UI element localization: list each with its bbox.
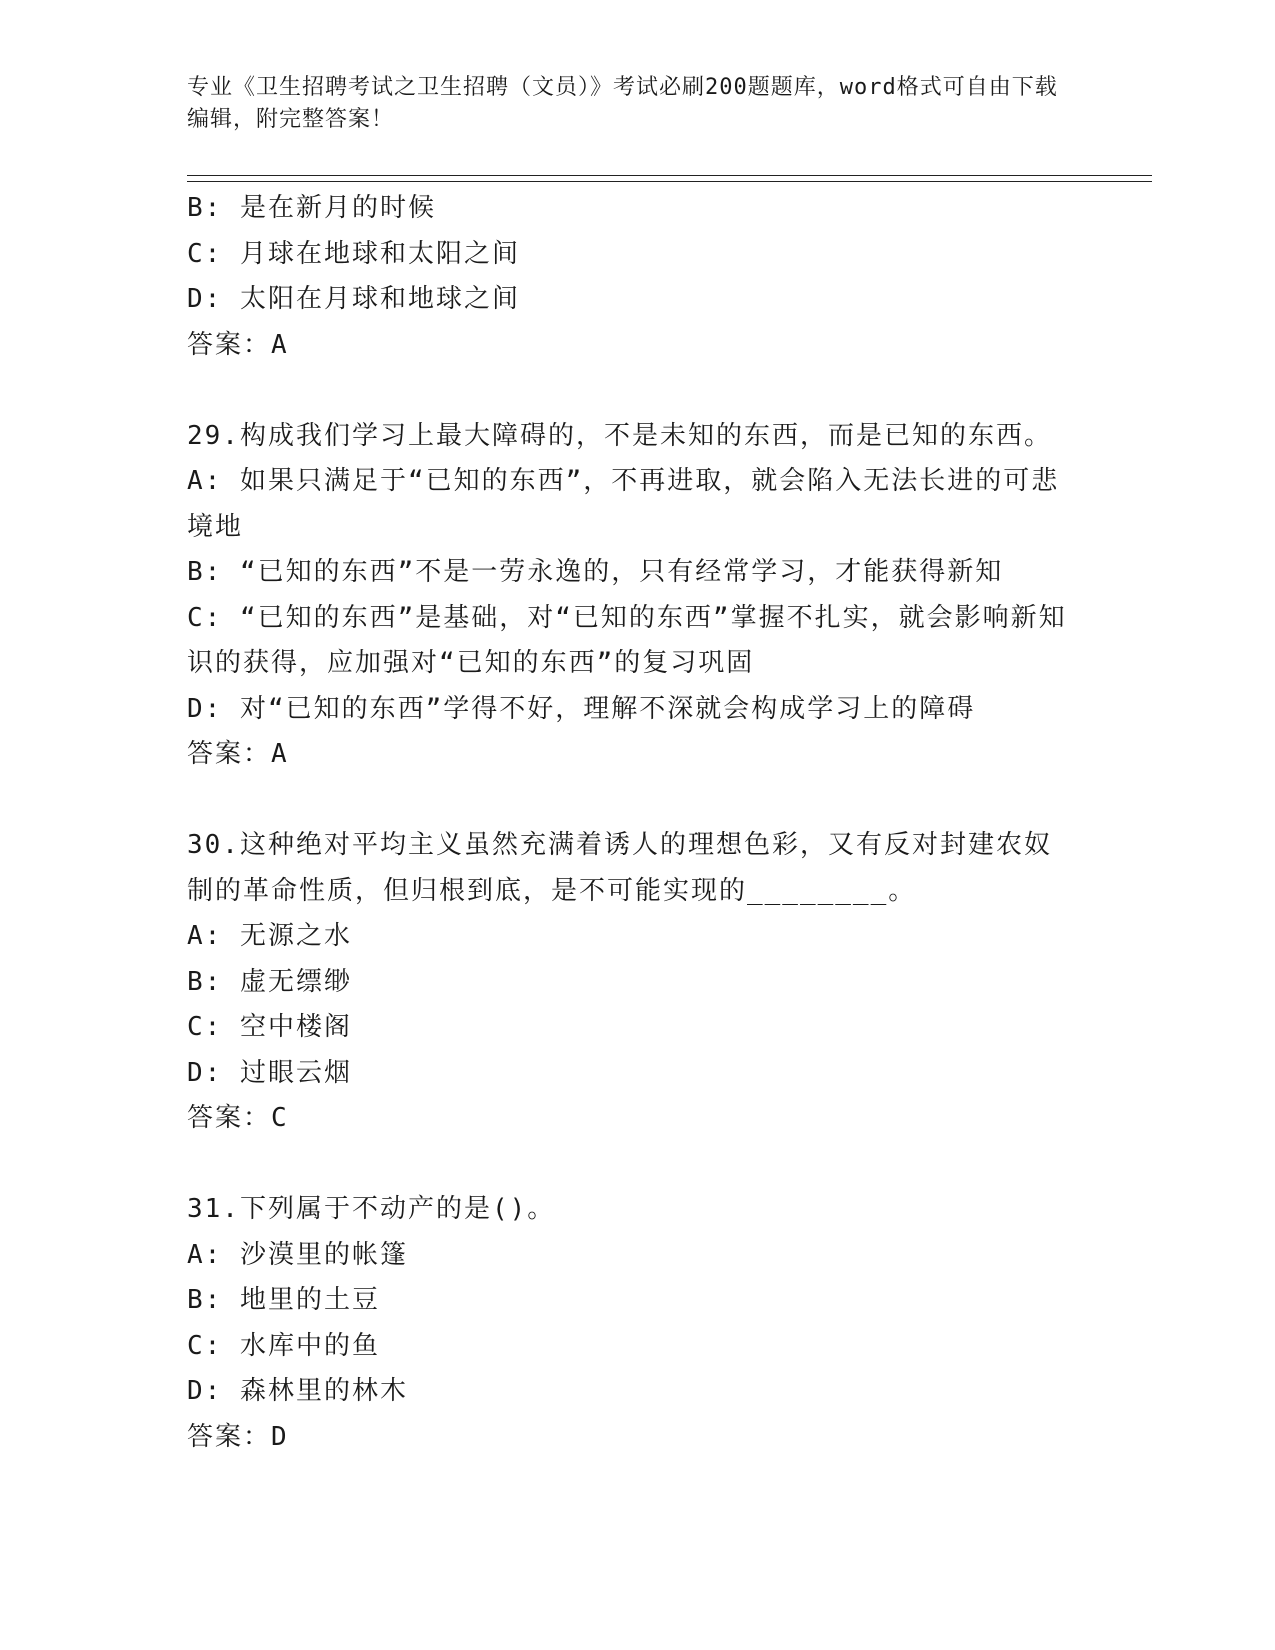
question-list <box>187 186 1067 1460</box>
header-rule-top <box>187 175 1152 176</box>
option-c: C: 空中楼阁 <box>187 1012 352 1042</box>
header-rule-bottom <box>187 181 1152 182</box>
spacer <box>187 368 1067 414</box>
option-d: D: 对“已知的东西”学得不好，理解不深就会构成学习上的障碍 <box>187 693 976 724</box>
answer-line: 答案：C <box>187 1103 289 1133</box>
question-30 <box>187 823 1067 1142</box>
question-stem: 29.构成我们学习上最大障碍的，不是未知的东西，而是已知的东西。 <box>187 420 1052 451</box>
option-d: D: 森林里的林木 <box>187 1376 408 1406</box>
option-b: B: 是在新月的时候 <box>187 193 436 223</box>
question-29 <box>187 414 1067 778</box>
option-a: A: 沙漠里的帐篷 <box>187 1239 408 1270</box>
option-b: B: 虚无缥缈 <box>187 966 352 997</box>
question-28-tail <box>187 186 1067 368</box>
document-header: 专业《卫生招聘考试之卫生招聘（文员）》考试必刷200题题库，word格式可自由下载编辑，附完整答案！ <box>187 75 1058 132</box>
option-a: A: 如果只满足于“已知的东西”，不再进取，就会陷入无法长进的可悲境地 <box>187 466 1060 542</box>
question-31 <box>187 1187 1067 1460</box>
answer-line: 答案：D <box>187 1421 289 1452</box>
spacer <box>187 778 1067 824</box>
option-d: D: 太阳在月球和地球之间 <box>187 284 520 314</box>
answer-line: 答案：A <box>187 329 289 360</box>
option-c: C: 水库中的鱼 <box>187 1330 380 1361</box>
option-b: B: “已知的东西”不是一劳永逸的，只有经常学习，才能获得新知 <box>187 557 1004 587</box>
option-c: C: 月球在地球和太阳之间 <box>187 238 520 269</box>
spacer <box>187 1142 1067 1188</box>
question-stem: 31.下列属于不动产的是()。 <box>187 1194 556 1224</box>
option-c: C: “已知的东西”是基础，对“已知的东西”掌握不扎实，就会影响新知识的获得，应加强对“已知的东西”的复习巩固 <box>187 602 1067 678</box>
answer-line: 答案：A <box>187 739 289 769</box>
option-b: B: 地里的土豆 <box>187 1285 380 1315</box>
question-stem: 30.这种绝对平均主义虽然充满着诱人的理想色彩，又有反对封建农奴制的革命性质，但归根到底，是不可能实现的________。 <box>187 830 1052 906</box>
option-a: A: 无源之水 <box>187 921 352 951</box>
option-d: D: 过眼云烟 <box>187 1057 352 1088</box>
